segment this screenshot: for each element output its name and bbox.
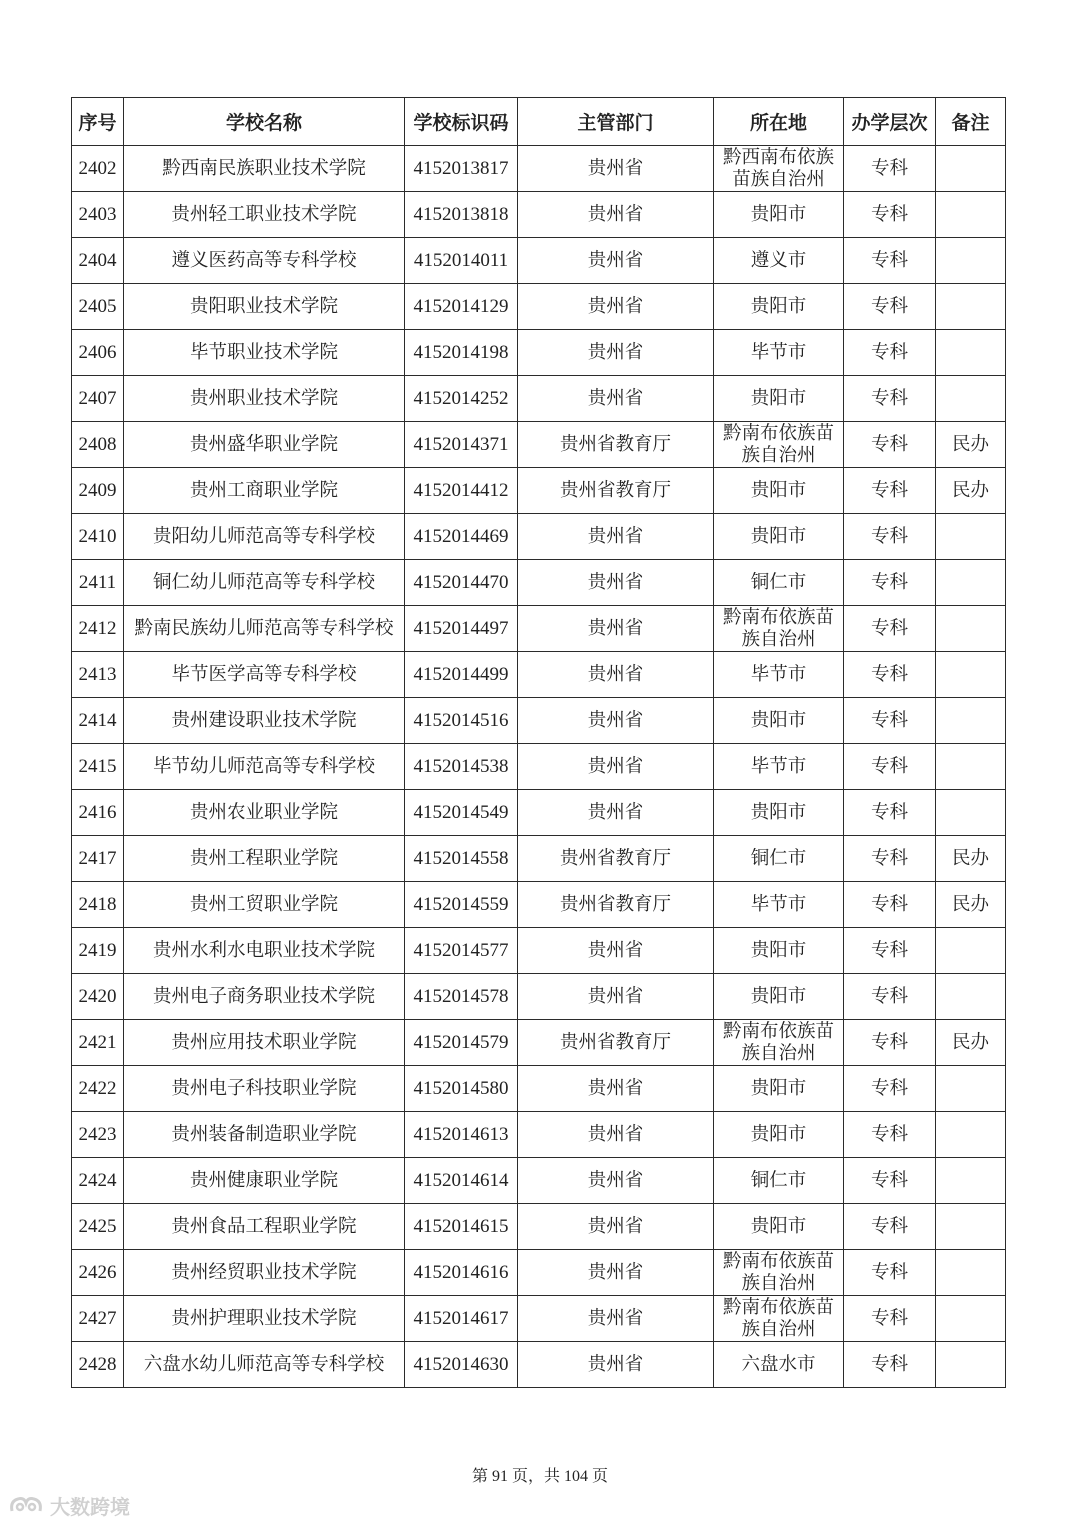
cell-index: 2418 <box>72 882 124 928</box>
table-body <box>72 146 1006 1388</box>
cell-school-code: 4152014129 <box>405 284 518 330</box>
cell-remark <box>936 698 1006 744</box>
table-row <box>72 284 1006 330</box>
cell-level: 专科 <box>844 1342 936 1388</box>
cell-index: 2410 <box>72 514 124 560</box>
cell-remark <box>936 192 1006 238</box>
cell-index: 2406 <box>72 330 124 376</box>
cell-location: 贵阳市 <box>714 284 844 330</box>
cell-school-name: 贵州职业技术学院 <box>124 376 405 422</box>
cell-index: 2424 <box>72 1158 124 1204</box>
header-school-name: 学校名称 <box>124 98 405 146</box>
cell-school-code: 4152014616 <box>405 1250 518 1296</box>
cell-remark <box>936 1158 1006 1204</box>
cell-location: 六盘水市 <box>714 1342 844 1388</box>
table-row <box>72 560 1006 606</box>
cell-department: 贵州省 <box>518 192 714 238</box>
cell-index: 2407 <box>72 376 124 422</box>
cell-remark <box>936 1296 1006 1342</box>
cell-level: 专科 <box>844 146 936 192</box>
table-row <box>72 238 1006 284</box>
table-row <box>72 744 1006 790</box>
watermark-text: 大数跨境 <box>50 1494 130 1519</box>
cell-school-name: 贵州食品工程职业学院 <box>124 1204 405 1250</box>
table-row <box>72 192 1006 238</box>
cell-school-name: 黔西南民族职业技术学院 <box>124 146 405 192</box>
cell-department: 贵州省 <box>518 560 714 606</box>
cell-remark <box>936 1204 1006 1250</box>
cell-location: 铜仁市 <box>714 1158 844 1204</box>
cell-department: 贵州省 <box>518 330 714 376</box>
cell-school-code: 4152013817 <box>405 146 518 192</box>
cell-level: 专科 <box>844 514 936 560</box>
header-school-code: 学校标识码 <box>405 98 518 146</box>
cell-location: 贵阳市 <box>714 1112 844 1158</box>
table-row <box>72 1066 1006 1112</box>
cell-school-code: 4152014580 <box>405 1066 518 1112</box>
cell-department: 贵州省 <box>518 1112 714 1158</box>
cell-department: 贵州省 <box>518 514 714 560</box>
cell-level: 专科 <box>844 1158 936 1204</box>
table-row <box>72 146 1006 192</box>
cell-level: 专科 <box>844 882 936 928</box>
cell-location: 贵阳市 <box>714 1066 844 1112</box>
cell-level: 专科 <box>844 836 936 882</box>
cell-level: 专科 <box>844 606 936 652</box>
cell-remark <box>936 560 1006 606</box>
cell-school-name: 贵州农业职业学院 <box>124 790 405 836</box>
cell-school-code: 4152014538 <box>405 744 518 790</box>
cell-level: 专科 <box>844 1250 936 1296</box>
cell-school-name: 贵阳幼儿师范高等专科学校 <box>124 514 405 560</box>
cell-school-name: 毕节职业技术学院 <box>124 330 405 376</box>
table-row <box>72 1020 1006 1066</box>
cell-school-name: 遵义医药高等专科学校 <box>124 238 405 284</box>
cell-remark: 民办 <box>936 422 1006 468</box>
cell-level: 专科 <box>844 1296 936 1342</box>
cell-school-name: 贵州工商职业学院 <box>124 468 405 514</box>
cell-location: 贵阳市 <box>714 974 844 1020</box>
cell-index: 2428 <box>72 1342 124 1388</box>
cell-level: 专科 <box>844 422 936 468</box>
table-row <box>72 468 1006 514</box>
table-row <box>72 1296 1006 1342</box>
cell-school-name: 毕节医学高等专科学校 <box>124 652 405 698</box>
table-row <box>72 376 1006 422</box>
table-row <box>72 790 1006 836</box>
cell-school-code: 4152014470 <box>405 560 518 606</box>
table-row <box>72 836 1006 882</box>
cell-department: 贵州省 <box>518 1158 714 1204</box>
header-index: 序号 <box>72 98 124 146</box>
watermark <box>8 1490 130 1520</box>
cell-level: 专科 <box>844 698 936 744</box>
cell-index: 2413 <box>72 652 124 698</box>
cell-location: 贵阳市 <box>714 698 844 744</box>
cell-department: 贵州省教育厅 <box>518 836 714 882</box>
cell-school-name: 贵州轻工职业技术学院 <box>124 192 405 238</box>
cell-index: 2415 <box>72 744 124 790</box>
cell-school-code: 4152014615 <box>405 1204 518 1250</box>
cell-location: 贵阳市 <box>714 514 844 560</box>
page-number: 第 91 页，共 104 页 <box>471 1468 608 1485</box>
cell-level: 专科 <box>844 1112 936 1158</box>
cell-level: 专科 <box>844 1204 936 1250</box>
cell-level: 专科 <box>844 1020 936 1066</box>
cell-school-code: 4152014371 <box>405 422 518 468</box>
cell-remark <box>936 238 1006 284</box>
table-row <box>72 330 1006 376</box>
cell-location: 贵阳市 <box>714 376 844 422</box>
table-row <box>72 974 1006 1020</box>
cell-school-name: 贵州健康职业学院 <box>124 1158 405 1204</box>
table-row <box>72 882 1006 928</box>
cell-school-code: 4152014499 <box>405 652 518 698</box>
cell-level: 专科 <box>844 928 936 974</box>
cell-level: 专科 <box>844 192 936 238</box>
cell-school-name: 贵州电子商务职业技术学院 <box>124 974 405 1020</box>
cell-remark <box>936 146 1006 192</box>
cell-remark <box>936 974 1006 1020</box>
cell-remark: 民办 <box>936 836 1006 882</box>
cell-index: 2417 <box>72 836 124 882</box>
table-row <box>72 1158 1006 1204</box>
cell-department: 贵州省 <box>518 1204 714 1250</box>
cell-department: 贵州省 <box>518 238 714 284</box>
cell-school-code: 4152014011 <box>405 238 518 284</box>
cell-school-code: 4152014630 <box>405 1342 518 1388</box>
header-remark: 备注 <box>936 98 1006 146</box>
cell-department: 贵州省教育厅 <box>518 882 714 928</box>
cell-department: 贵州省 <box>518 376 714 422</box>
cell-school-name: 贵州电子科技职业学院 <box>124 1066 405 1112</box>
table-row <box>72 698 1006 744</box>
cell-school-name: 贵州应用技术职业学院 <box>124 1020 405 1066</box>
cell-level: 专科 <box>844 744 936 790</box>
cell-level: 专科 <box>844 1066 936 1112</box>
cell-school-name: 贵州建设职业技术学院 <box>124 698 405 744</box>
cell-level: 专科 <box>844 652 936 698</box>
cell-location: 黔南布依族苗族自治州 <box>714 422 844 468</box>
cell-department: 贵州省 <box>518 146 714 192</box>
cell-school-code: 4152014579 <box>405 1020 518 1066</box>
cell-school-code: 4152014559 <box>405 882 518 928</box>
cell-index: 2403 <box>72 192 124 238</box>
cell-index: 2427 <box>72 1296 124 1342</box>
table-row <box>72 422 1006 468</box>
cell-school-name: 贵阳职业技术学院 <box>124 284 405 330</box>
cell-school-code: 4152014198 <box>405 330 518 376</box>
header-location: 所在地 <box>714 98 844 146</box>
cell-location: 遵义市 <box>714 238 844 284</box>
cell-remark: 民办 <box>936 882 1006 928</box>
cell-department: 贵州省 <box>518 974 714 1020</box>
cell-school-code: 4152014578 <box>405 974 518 1020</box>
school-table <box>71 97 1006 1388</box>
table-row <box>72 652 1006 698</box>
cell-school-code: 4152013818 <box>405 192 518 238</box>
cell-location: 贵阳市 <box>714 1204 844 1250</box>
cell-department: 贵州省 <box>518 652 714 698</box>
cell-school-name: 贵州工贸职业学院 <box>124 882 405 928</box>
cell-school-code: 4152014516 <box>405 698 518 744</box>
cell-level: 专科 <box>844 376 936 422</box>
cell-location: 铜仁市 <box>714 560 844 606</box>
header-department: 主管部门 <box>518 98 714 146</box>
cell-remark <box>936 330 1006 376</box>
cell-location: 贵阳市 <box>714 928 844 974</box>
cell-remark <box>936 744 1006 790</box>
cell-index: 2423 <box>72 1112 124 1158</box>
cell-remark: 民办 <box>936 468 1006 514</box>
cell-school-name: 六盘水幼儿师范高等专科学校 <box>124 1342 405 1388</box>
header-row <box>72 98 1006 146</box>
cell-department: 贵州省教育厅 <box>518 1020 714 1066</box>
cell-school-code: 4152014558 <box>405 836 518 882</box>
table-row <box>72 514 1006 560</box>
cell-school-name: 贵州装备制造职业学院 <box>124 1112 405 1158</box>
cell-school-code: 4152014412 <box>405 468 518 514</box>
cell-remark <box>936 514 1006 560</box>
cell-level: 专科 <box>844 330 936 376</box>
cell-department: 贵州省 <box>518 284 714 330</box>
cell-school-code: 4152014613 <box>405 1112 518 1158</box>
cell-index: 2416 <box>72 790 124 836</box>
cell-location: 黔南布依族苗族自治州 <box>714 1250 844 1296</box>
cell-department: 贵州省 <box>518 790 714 836</box>
cell-school-name: 黔南民族幼儿师范高等专科学校 <box>124 606 405 652</box>
cell-index: 2409 <box>72 468 124 514</box>
cell-remark: 民办 <box>936 1020 1006 1066</box>
cell-index: 2425 <box>72 1204 124 1250</box>
header-level: 办学层次 <box>844 98 936 146</box>
cell-school-code: 4152014614 <box>405 1158 518 1204</box>
cell-school-code: 4152014497 <box>405 606 518 652</box>
cell-school-name: 贵州水利水电职业技术学院 <box>124 928 405 974</box>
cell-school-code: 4152014469 <box>405 514 518 560</box>
cell-level: 专科 <box>844 974 936 1020</box>
cell-location: 黔西南布依族苗族自治州 <box>714 146 844 192</box>
table-row <box>72 928 1006 974</box>
cell-index: 2411 <box>72 560 124 606</box>
cell-department: 贵州省 <box>518 928 714 974</box>
cell-department: 贵州省 <box>518 698 714 744</box>
cell-remark <box>936 652 1006 698</box>
cell-remark <box>936 606 1006 652</box>
cell-department: 贵州省 <box>518 1250 714 1296</box>
cell-remark <box>936 928 1006 974</box>
cell-department: 贵州省教育厅 <box>518 468 714 514</box>
cell-location: 毕节市 <box>714 744 844 790</box>
cell-school-name: 贵州盛华职业学院 <box>124 422 405 468</box>
cell-location: 黔南布依族苗族自治州 <box>714 1020 844 1066</box>
cell-location: 毕节市 <box>714 330 844 376</box>
table-row <box>72 1204 1006 1250</box>
cell-index: 2408 <box>72 422 124 468</box>
cell-location: 毕节市 <box>714 882 844 928</box>
table-row <box>72 1250 1006 1296</box>
cell-department: 贵州省 <box>518 1342 714 1388</box>
cell-department: 贵州省 <box>518 606 714 652</box>
cell-school-name: 贵州经贸职业技术学院 <box>124 1250 405 1296</box>
cell-remark <box>936 1112 1006 1158</box>
cell-level: 专科 <box>844 560 936 606</box>
cell-level: 专科 <box>844 284 936 330</box>
cell-location: 贵阳市 <box>714 192 844 238</box>
cell-index: 2414 <box>72 698 124 744</box>
cell-location: 贵阳市 <box>714 468 844 514</box>
cell-index: 2402 <box>72 146 124 192</box>
cell-school-name: 贵州工程职业学院 <box>124 836 405 882</box>
cell-department: 贵州省 <box>518 1296 714 1342</box>
cell-location: 毕节市 <box>714 652 844 698</box>
cell-location: 黔南布依族苗族自治州 <box>714 1296 844 1342</box>
cell-school-name: 铜仁幼儿师范高等专科学校 <box>124 560 405 606</box>
cell-index: 2412 <box>72 606 124 652</box>
cell-level: 专科 <box>844 238 936 284</box>
cell-index: 2420 <box>72 974 124 1020</box>
cell-level: 专科 <box>844 468 936 514</box>
cell-location: 贵阳市 <box>714 790 844 836</box>
cell-department: 贵州省 <box>518 1066 714 1112</box>
cell-index: 2419 <box>72 928 124 974</box>
cell-department: 贵州省 <box>518 744 714 790</box>
cell-department: 贵州省教育厅 <box>518 422 714 468</box>
cell-school-code: 4152014577 <box>405 928 518 974</box>
cell-location: 黔南布依族苗族自治州 <box>714 606 844 652</box>
cell-remark <box>936 1342 1006 1388</box>
cell-index: 2405 <box>72 284 124 330</box>
watermark-logo-icon <box>8 1493 44 1517</box>
cell-level: 专科 <box>844 790 936 836</box>
cell-remark <box>936 284 1006 330</box>
cell-remark <box>936 790 1006 836</box>
cell-remark <box>936 1066 1006 1112</box>
cell-school-name: 贵州护理职业技术学院 <box>124 1296 405 1342</box>
cell-remark <box>936 376 1006 422</box>
cell-index: 2421 <box>72 1020 124 1066</box>
cell-index: 2426 <box>72 1250 124 1296</box>
table-row <box>72 1342 1006 1388</box>
cell-remark <box>936 1250 1006 1296</box>
cell-school-name: 毕节幼儿师范高等专科学校 <box>124 744 405 790</box>
cell-index: 2404 <box>72 238 124 284</box>
table-row <box>72 606 1006 652</box>
cell-index: 2422 <box>72 1066 124 1112</box>
cell-school-code: 4152014252 <box>405 376 518 422</box>
cell-school-code: 4152014549 <box>405 790 518 836</box>
cell-school-code: 4152014617 <box>405 1296 518 1342</box>
cell-location: 铜仁市 <box>714 836 844 882</box>
table-row <box>72 1112 1006 1158</box>
